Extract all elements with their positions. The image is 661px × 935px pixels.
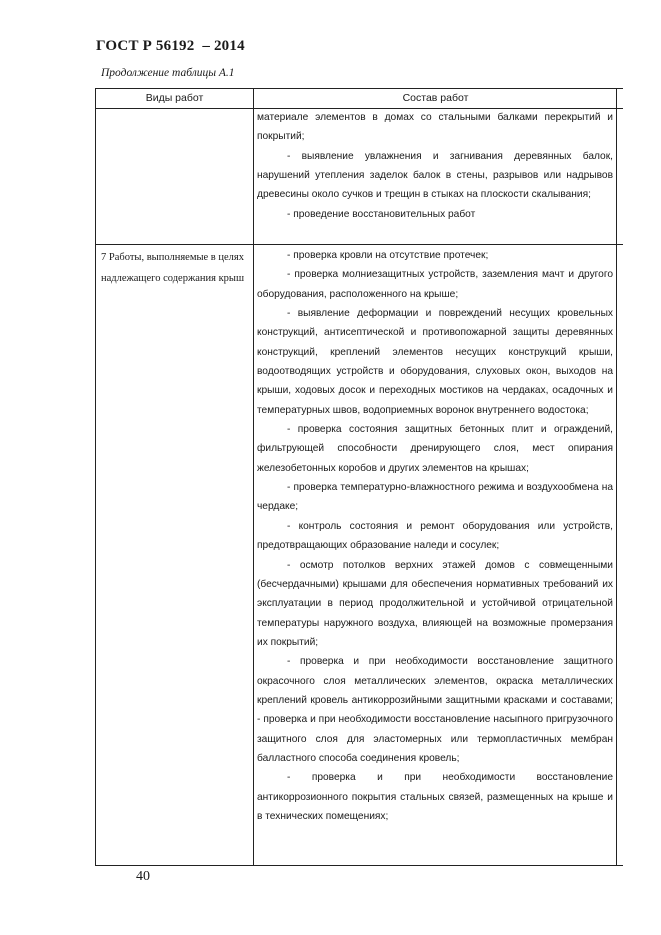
- row2-paragraph: - осмотр потолков верхних этажей домов с совмещенными (бесчердачными) крышами для обеспечения нормативных требований их эксплуатации в период продолжительной и устойчивой отрицательной температуры наружного воздуха, влияющей на возможные промерзания их покрытий;: [257, 559, 613, 648]
- row2-paragraph: - контроль состояния и ремонт оборудования или устройств, предотвращающих образование наледи и сосулек;: [257, 520, 613, 552]
- row2-composition-cell: [257, 246, 613, 826]
- column-header-work-composition: Состав работ: [402, 92, 469, 104]
- page-number: 40: [136, 869, 150, 884]
- row2-paragraph: - выявление деформации и повреждений несущих кровельных конструкций, антисептической и противопожарной защиты деревянных конструкций, креплений элементов несущих конструкций крыши, водоотводящих устройств и оборудования, слуховых окон, выходов на крыши, ходовых досок и переходных мостиков на чердаках, осадочных и температурных швов, водоприемных воронок внутреннего водостока;: [257, 308, 613, 416]
- row2-paragraph: - проверка состояния защитных бетонных плит и ограждений, фильтрующей способности дренирующего слоя, мест опирания железобетонных коробов и других элементов на крышах;: [257, 424, 613, 474]
- column-header-work-types: Виды работ: [145, 92, 204, 104]
- row1-paragraph: - выявление увлажнения и загнивания деревянных балок, нарушений утепления заделок балок в стены, разрывов или надрывов древесины около сучков и трещин в стыках на плоскости скалывания;: [257, 150, 613, 201]
- row2-paragraph: - проверка молниезащитных устройств, заземления мачт и другого оборудования, расположенного на крыше;: [257, 269, 613, 300]
- row1-composition-cell: [257, 108, 613, 224]
- table-right-border: [616, 89, 617, 865]
- table-caption: Продолжение таблицы А.1: [101, 67, 235, 79]
- row2-paragraph: - проверка кровли на отсутствие протечек;: [287, 250, 489, 261]
- row2-paragraph: - проверка и при необходимости восстановление антикоррозионного покрытия стальных связей, размещенных на крыше и в технических помещениях;: [257, 772, 613, 822]
- row-divider: [96, 244, 623, 245]
- works-table: [95, 88, 623, 866]
- document-title: ГОСТ Р 56192 – 2014: [96, 38, 245, 54]
- row2-paragraph: - проверка и при необходимости восстановление защитного окрасочного слоя металлических элементов, окраска металлических креплений кровель антикоррозийными защитными красками и составами; - проверка и при необходимости восстановление насыпного пригрузочного защитного слоя для эластомерных или термопластичных мембран балластного способа соединения кровель;: [257, 656, 613, 764]
- row1-paragraph: - проведение восстановительных работ: [287, 208, 476, 220]
- column-divider: [253, 89, 254, 865]
- row2-paragraph: - проверка температурно-влажностного режима и воздухообмена на чердаке;: [257, 482, 613, 513]
- row2-work-type-cell: 7 Работы, выполняемые в целях надлежащего содержания крыш: [101, 252, 245, 284]
- row1-paragraph: материале элементов в домах со стальными балками перекрытий и покрытий;: [257, 112, 613, 143]
